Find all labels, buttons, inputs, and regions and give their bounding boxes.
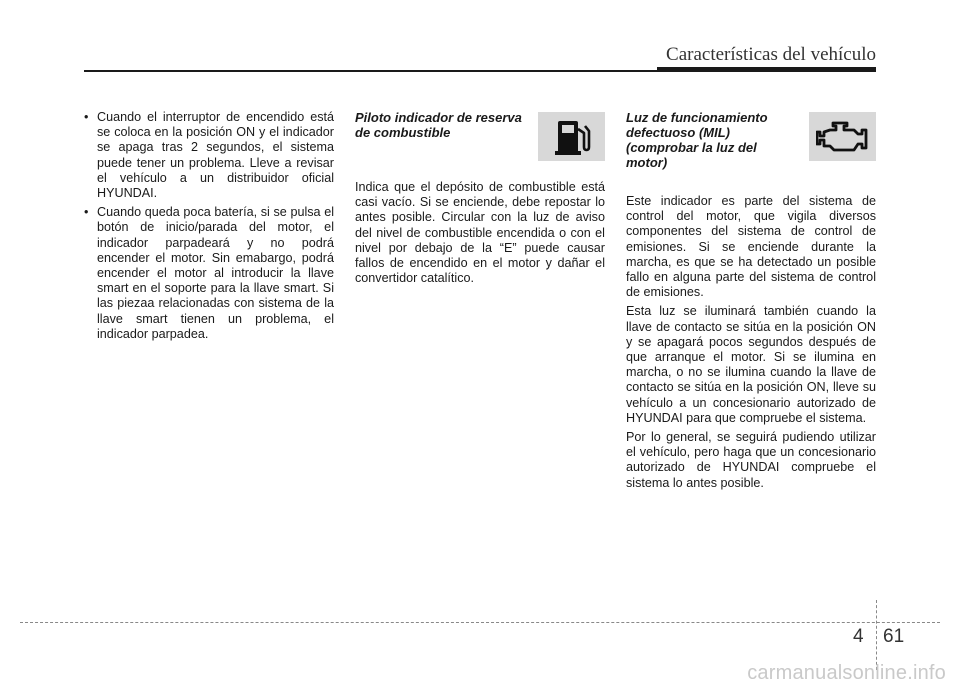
fuel-section-header (355, 110, 605, 162)
bullet-item: • Cuando el interruptor de encendido está se coloca en la posición ON y el indicador se apaga tras 2 segundos, el sistema puede tener un problema. Lleve a revisar el vehículo a un distribuidor oficial HYUNDAI. (84, 110, 334, 201)
fuel-section-title: Piloto indicador de reserva de combustible (355, 110, 522, 140)
mil-paragraph: Este indicador es parte del sistema de control del motor, que vigila diversos componentes del sistema de control de emisiones. Si se enciende durante la marcha, es que se ha detectado un posible fallo en alguna parte del sistema de control de emisiones. (626, 194, 876, 300)
page-number: 61 (883, 626, 905, 647)
fuel-paragraph: Indica que el depósito de combustible está casi vacío. Si se enciende, debe repostar lo antes posible. Circular con la luz de aviso del nivel de combustible encendida o con el nivel por debajo de la “E” puede causar fallos de encendido en el motor y dañar el convertidor catalítico. (355, 180, 605, 286)
column-3 (626, 110, 876, 495)
column-1 (84, 110, 334, 346)
mil-section-header (626, 110, 876, 178)
mil-indicator-box (809, 112, 876, 161)
fuel-pump-icon (552, 117, 592, 157)
mil-paragraph: Por lo general, se seguirá pudiendo utilizar el vehículo, pero haga que un concesionario autorizado de HYUNDAI compruebe el sistema lo antes posible. (626, 430, 876, 490)
mil-paragraph: Esta luz se iluminará también cuando la llave de contacto se sitúa en la posición ON y se apagará pocos segundos después de que arranque el motor. Si se ilumina en marcha, o no se ilumina cuando la llave de contacto se sitúa en la posición ON, lleve su vehículo a un concesionario autorizado de HYUNDAI para que compruebe el sistema. (626, 304, 876, 425)
bullet-item: • Cuando queda poca batería, si se pulsa el botón de inicio/parada del motor, el indicador parpadeará y no podrá encender el motor. Sin emabargo, podrá encender el motor al introducir la llave smart en el soporte para la llave smart. Si las piezaa relacionadas con sistema de la llave smart tienen un problema, el indicador parpadea. (84, 205, 334, 342)
fuel-indicator-box (538, 112, 605, 161)
mil-section-title: Luz de funcionamiento defectuoso (MIL) (comprobar la luz del motor) (626, 110, 768, 170)
page-header-title: Características del vehículo (666, 44, 876, 65)
check-engine-icon (816, 120, 870, 154)
footer-divider (876, 600, 877, 670)
header-rule-accent (657, 67, 876, 72)
column-2 (355, 110, 605, 290)
chapter-number: 4 (853, 626, 864, 647)
bullet-list (84, 110, 334, 342)
watermark: carmanualsonline.info (747, 662, 946, 684)
footer-rule (20, 622, 940, 623)
